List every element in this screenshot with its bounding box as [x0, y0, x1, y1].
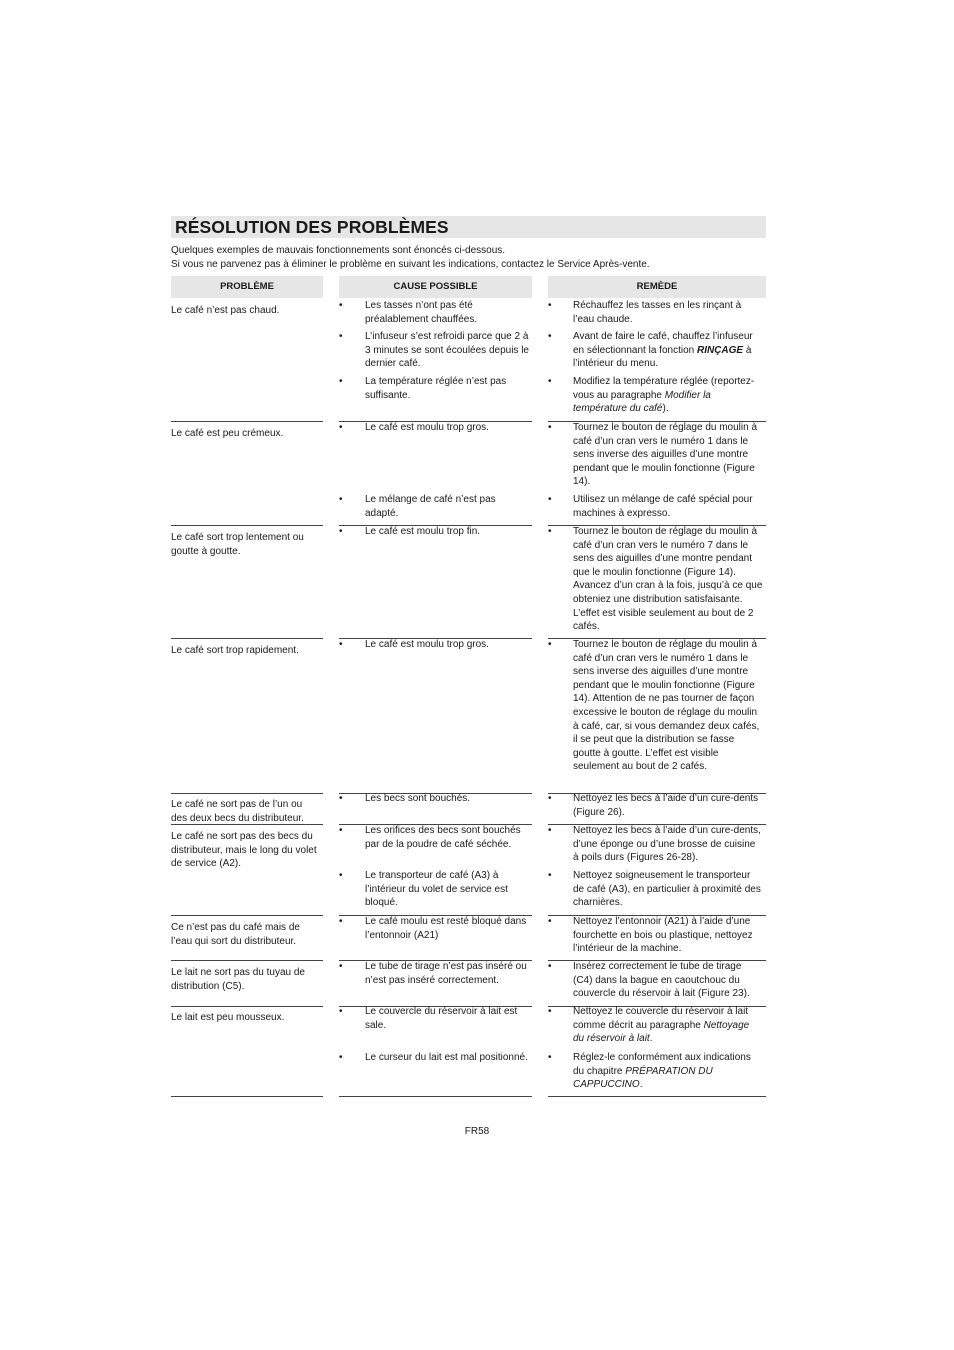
- intro-line-2: Si vous ne parvenez pas à éliminer le problème en suivant les indications, contactez le Service Après-vente.: [171, 258, 650, 270]
- header-problem: PROBLÈME: [171, 276, 323, 298]
- header-remedy: REMÈDE: [548, 276, 766, 298]
- table-row: Le café ne sort pas des becs du distributeur, mais le long du volet de service (A2). • Les orifices des becs sont bouchés par de la poudre de café séchée. • Nettoyez les becs à l’aide d’un cure-dents, d’une éponge ou d’une brosse de cuisine à poils durs (Figures 26-28). • Le transporteur de café (A3) à l’intérieur du volet de service est bloqué. • Nettoyez soigneusement le transporteur de café (A3), en particulier à proximité des charnières.: [171, 824, 766, 916]
- problem-text: Le lait est peu mousseux.: [171, 1012, 285, 1023]
- table-row: Le café sort trop lentement ou goutte à goutte. • Le café est moulu trop fin. • Tournez le bouton de réglage du moulin à café d’un cran vers le numéro 7 dans le sens des aiguilles d’une montre pendant que le moulin fonctionne (Figure 14). Avancez d’un cran à la fois, jusqu’à ce que obteniez une distribution satisfaisante. L’effet est visible seulement au bout de 2 cafés.: [171, 525, 766, 639]
- problem-text: Le café est peu crémeux.: [171, 428, 284, 439]
- table-row: Le lait ne sort pas du tuyau de distribution (C5). • Le tube de tirage n’est pas inséré ou n’est pas inséré correctement. • Insérez correctement le tube de tirage (C4) dans la bague en caoutchouc du couvercle du réservoir à lait (Figure 23).: [171, 960, 766, 1007]
- header-cause: CAUSE POSSIBLE: [339, 276, 532, 298]
- problem-text: Le lait ne sort pas du tuyau de distribution (C5).: [171, 967, 305, 992]
- intro-text: [171, 244, 771, 271]
- problem-text: Le café ne sort pas de l’un ou des deux becs du distributeur.: [171, 799, 304, 824]
- intro-line-1: Quelques exemples de mauvais fonctionnements sont énoncés ci-dessous.: [171, 245, 506, 256]
- table-row: Ce n’est pas du café mais de l’eau qui sort du distributeur. • Le café moulu est resté bloqué dans l’entonnoir (A21) • Nettoyez l’entonnoir (A21) à l’aide d’une fourchette en bois ou plastique, nettoyez l’intérieur de la machine.: [171, 915, 766, 961]
- page-title: RÉSOLUTION DES PROBLÈMES: [175, 217, 449, 237]
- problem-text: Le café n’est pas chaud.: [171, 305, 280, 316]
- table-row: Le café est peu crémeux. • Le café est moulu trop gros. • Tournez le bouton de réglage du moulin à café d’un cran vers le numéro 1 dans le sens inverse des aiguilles d’une montre pendant que le moulin fonctionne (Figure 14). • Le mélange de café n’est pas adapté. • Utilisez un mélange de café spécial pour machines à expresso.: [171, 421, 766, 526]
- table-row: Le café sort trop rapidement. • Le café est moulu trop gros. • Tournez le bouton de réglage du moulin à café d’un cran vers le numéro 1 dans le sens inverse des aiguilles d’une montre pendant que le moulin fonctionne (Figure 14). Attention de ne pas tourner de façon excessive le bouton de réglage du moulin à café, car, si vous demandez deux cafés, il se peut que la distribution se fasse goutte à goutte. L’effet est visible seulement au bout de 2 cafés.: [171, 638, 766, 794]
- problem-text: Le café sort trop lentement ou goutte à goutte.: [171, 532, 304, 557]
- table-row: Le lait est peu mousseux. • Le couvercle du réservoir à lait est sale. • Nettoyez le couvercle du réservoir à lait comme décrit au paragraphe Nettoyage du réservoir à lait. • Le curseur du lait est mal positionné. • Réglez-le conformément aux indications du chapitre PRÉPARATION DU CAPPUCCINO.: [171, 1005, 766, 1097]
- page-number: FR58: [464, 1126, 490, 1137]
- problem-text: Le café ne sort pas des becs du distributeur, mais le long du volet de service (A2).: [171, 831, 317, 870]
- title-bar: [171, 216, 766, 238]
- problem-text: Ce n’est pas du café mais de l’eau qui sort du distributeur.: [171, 922, 300, 947]
- table-row: Le café n’est pas chaud. • Les tasses n’ont pas été préalablement chauffées. • Réchauffez les tasses en les rinçant à l’eau chaude. • L’infuseur s’est refroidi parce que 2 à 3 minutes se sont écoulées depuis le dernier café. • Avant de faire le café, chauffez l’infuseur en sélectionnant la fonction RINÇAGE à l’intérieur du menu. • La température réglée n’est pas suffisante. • Modifiez la température réglée (reportez-vous au paragraphe Modifier la température du café).: [171, 298, 766, 422]
- problem-text: Le café sort trop rapidement.: [171, 645, 299, 656]
- table-row: Le café ne sort pas de l’un ou des deux becs du distributeur. • Les becs sont bouchés. • Nettoyez les becs à l’aide d’un cure-dents (Figure 26).: [171, 792, 766, 825]
